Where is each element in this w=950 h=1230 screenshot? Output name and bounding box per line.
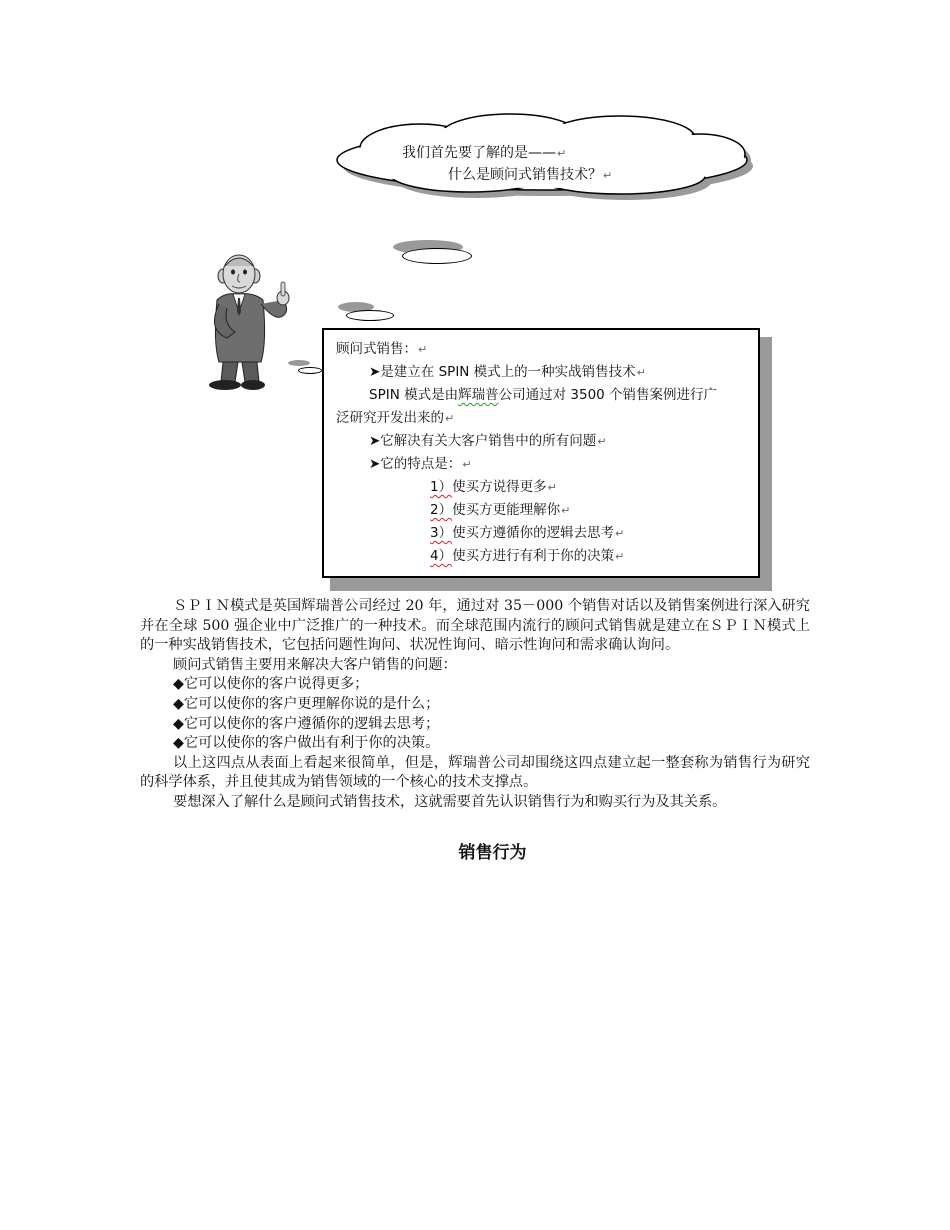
- box-title: 顾问式销售：↵: [336, 341, 428, 357]
- feature-item: 2）使买方更能理解你↵: [430, 502, 571, 518]
- box-bullet-1: ➤是建立在 SPIN 模式上的一种实战销售技术↵: [369, 364, 646, 380]
- paragraph-spin: ＳＰＩＮ模式是英国辉瑞普公司经过 20 年，通过对 35－000 个销售对话以及销售案例进行深入研究并在全球 500 强企业中广泛推广的一种技术。而全球范围内流行的顾问式销售就是建立在ＳＰＩＮ模式上的一种实战销售技术，它包括问题性询问、状况性询问、暗示性询问和需求确认询问。: [140, 598, 810, 654]
- consultative-selling-box: [322, 328, 760, 578]
- box-spin-line-cont: 泛研究开发出来的↵: [336, 410, 455, 426]
- cloud-line-2: 什么是顾问式销售技术？↵: [448, 167, 613, 183]
- list-item: ◆它可以使你的客户遵循你的逻辑去思考；: [173, 715, 440, 732]
- cloud-line-1: 我们首先要了解的是——↵: [402, 145, 567, 161]
- thought-bubble-small: [298, 367, 322, 374]
- paragraph-transition: 要想深入了解什么是顾问式销售技术，这就需要首先认识销售行为和购买行为及其关系。: [173, 793, 727, 810]
- box-bullet-2: ➤它解决有关大客户销售中的所有问题↵: [369, 433, 607, 449]
- list-item: ◆它可以使你的客户说得更多；: [173, 676, 369, 693]
- list-item: ◆它可以使你的客户做出有利于你的决策。: [173, 735, 440, 752]
- thought-bubble-large: [402, 248, 472, 264]
- thought-cloud: [330, 110, 755, 205]
- feature-item: 4）使买方进行有利于你的决策↵: [430, 548, 625, 564]
- feature-item: 3）使买方遵循你的逻辑去思考↵: [430, 525, 625, 541]
- paragraph-intro: 顾问式销售主要用来解决大客户销售的问题：: [173, 656, 457, 673]
- businessman-illustration: [205, 252, 295, 392]
- box-spin-line: SPIN 模式是由辉瑞普公司通过对 3500 个销售案例进行广: [369, 387, 718, 403]
- list-item: ◆它可以使你的客户更理解你说的是什么；: [173, 695, 440, 712]
- thought-bubble-medium: [346, 310, 394, 321]
- section-heading: 销售行为: [458, 843, 527, 863]
- paragraph-summary: 以上这四点从表面上看起来很简单，但是，辉瑞普公司却围绕这四点建立起一整套称为销售行为研究的科学体系，并且使其成为销售领域的一个核心的技术支撑点。: [140, 754, 810, 791]
- feature-item: 1）使买方说得更多↵: [430, 479, 557, 495]
- body-text: [140, 597, 810, 813]
- businessman-figure: [205, 252, 295, 392]
- box-bullet-3: ➤它的特点是：↵: [369, 456, 472, 472]
